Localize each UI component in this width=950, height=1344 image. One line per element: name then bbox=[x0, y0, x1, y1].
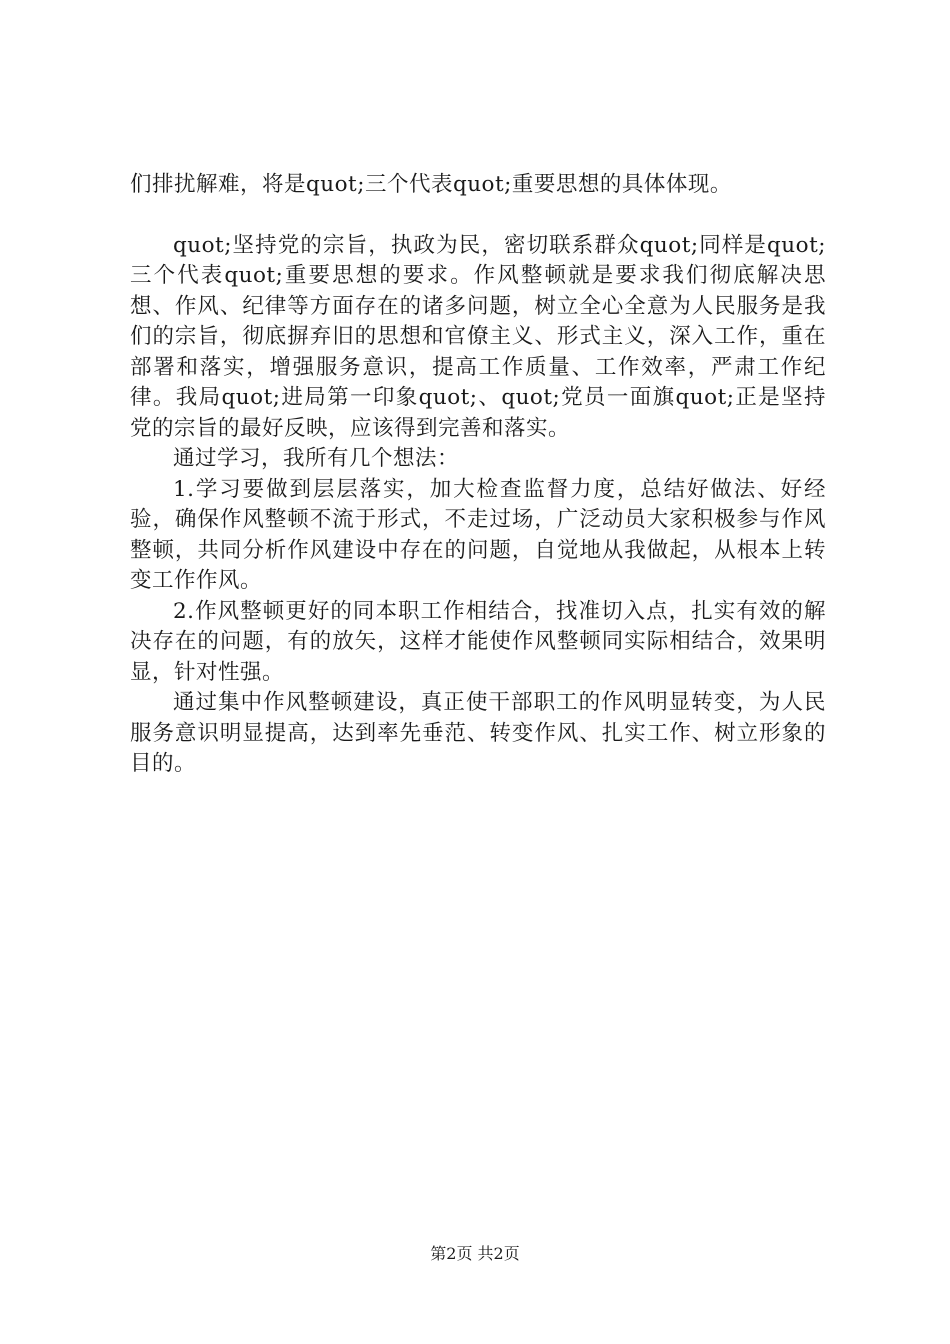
document-body bbox=[130, 170, 826, 780]
paragraph-point-1: 1.学习要做到层层落实，加大检查监督力度，总结好做法、好经验，确保作风整顿不流于形式，不走过场，广泛动员大家积极参与作风整顿，共同分析作风建设中存在的问题，自觉地从我做起，从根本上转变工作作风。 bbox=[130, 476, 826, 593]
paragraph-conclusion: 通过集中作风整顿建设，真正使干部职工的作风明显转变，为人民服务意识明显提高，达到率先垂范、转变作风、扎实工作、树立形象的目的。 bbox=[130, 690, 826, 776]
page-footer: 第2页 共2页 bbox=[430, 1244, 520, 1263]
paragraph-thoughts-intro: 通过学习，我所有几个想法： bbox=[173, 446, 460, 471]
paragraph-party-purpose: quot;坚持党的宗旨，执政为民，密切联系群众quot;同样是quot;三个代表quot;重要思想的要求。作风整顿就是要求我们彻底解决思想、作风、纪律等方面存在的诸多问题，树立全心全意为人民服务是我们的宗旨，彻底摒弃旧的思想和官僚主义、形式主义，深入工作，重在部署和落实，增强服务意识，提高工作质量、工作效率，严肃工作纪律。我局quot;进局第一印象quot;、quot;党员一面旗quot;正是坚持党的宗旨的最好反映，应该得到完善和落实。 bbox=[130, 232, 826, 441]
paragraph-continuation: 们排扰解难，将是quot;三个代表quot;重要思想的具体体现。 bbox=[130, 172, 732, 197]
paragraph-point-2: 2.作风整顿更好的同本职工作相结合，找准切入点，扎实有效的解决存在的问题，有的放矢，这样才能使作风整顿同实际相结合，效果明显，针对性强。 bbox=[130, 598, 826, 685]
